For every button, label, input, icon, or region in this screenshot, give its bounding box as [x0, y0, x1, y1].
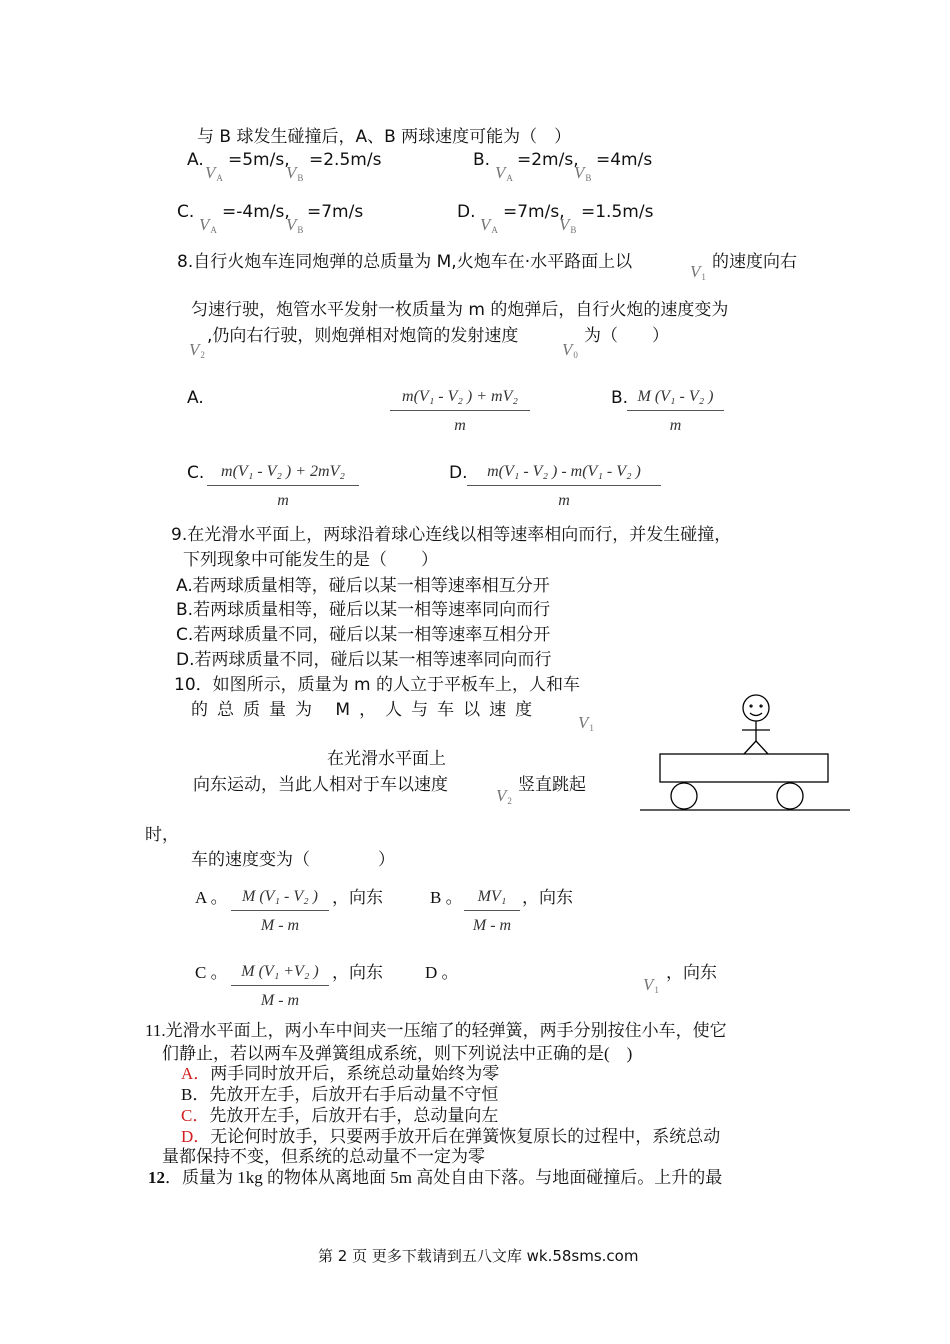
q10-option-a-fraction	[231, 888, 329, 935]
q10-option-c-label: C 。	[195, 963, 228, 982]
cart-wheel-right	[777, 783, 803, 809]
q8-line1-end: 的速度向右	[712, 252, 797, 272]
q8-option-c-numerator: m(V₁ - V₂ ) + 2mV₂	[207, 463, 359, 486]
q10-line3: 在光滑水平面上	[327, 749, 446, 768]
q10-line6: 车的速度变为（ ）	[191, 850, 395, 870]
q8-option-c-label: C.	[187, 463, 205, 483]
q9-option-c: C.若两球质量不同，碰后以某一相等速率互相分开	[176, 625, 551, 645]
q10-option-c-numerator: M (V₁ +V₂ )	[231, 963, 329, 986]
var-vb: $V_B$	[286, 163, 304, 183]
q8-option-d-label: D.	[449, 463, 468, 483]
q8-option-b-label: B.	[611, 388, 629, 408]
person-left-leg	[744, 741, 756, 754]
var-v2: $V_2$	[496, 786, 512, 806]
q10-option-c-direction: ，向东	[332, 963, 383, 982]
q10-option-b-fraction	[464, 888, 520, 935]
q11-option-c-label: C．	[181, 1106, 210, 1125]
q10-option-b-label: B 。	[430, 888, 463, 907]
q10-option-d-label: D 。	[425, 963, 459, 982]
q9-line2: 下列现象中可能发生的是（ ）	[183, 550, 438, 570]
q7-option-c-vb: =7m/s	[307, 202, 364, 222]
person-right-leg	[756, 741, 768, 754]
q7-option-a-vb: =2.5m/s	[309, 150, 382, 170]
q10-option-d-direction: ，向东	[666, 963, 717, 982]
q11-option-d	[181, 1127, 720, 1147]
q7-option-b-va: =2m/s,	[517, 150, 579, 170]
q8-option-c-fraction	[207, 463, 359, 510]
q10-line2: 的总质量为 M，人与车以速度	[191, 700, 542, 720]
q7-option-a-va: =5m/s,	[228, 150, 290, 170]
q10-option-b-denominator: M - m	[472, 917, 512, 934]
q10-option-b-direction: ，向东	[522, 888, 573, 907]
var-vb: $V_B$	[559, 215, 577, 235]
q12-text: ．质量为 1kg 的物体从离地面 5m 高处自由下落。与地面碰撞后。上升的最	[165, 1168, 723, 1187]
person-on-cart-figure	[630, 690, 860, 820]
var-v1: $V_1$	[643, 975, 659, 995]
var-v1: $V_1$	[690, 262, 706, 282]
q11-option-a	[181, 1064, 499, 1084]
q8-line3-end: 为（ ）	[584, 326, 669, 346]
q10-option-c-denominator: M - m	[260, 992, 300, 1009]
q10-option-b-numerator: MV₁	[464, 888, 520, 911]
person-head	[743, 695, 769, 721]
q8-option-a-denominator: m	[454, 417, 466, 434]
q7-stem: 与 B 球发生碰撞后，A、B 两球速度可能为（ ）	[197, 127, 572, 147]
q8-option-b-fraction	[627, 388, 724, 435]
q11-option-c	[181, 1106, 498, 1126]
q8-option-c-denominator: m	[277, 492, 289, 509]
q11-option-b	[181, 1085, 498, 1105]
q7-option-c-label: C.	[177, 202, 195, 222]
q11-line2: 们静止，若以两车及弹簧组成系统，则下列说法中正确的是( )	[162, 1044, 633, 1063]
q7-option-b-label: B.	[473, 150, 491, 170]
q8-option-b-denominator: m	[669, 417, 682, 434]
person-eyes	[750, 705, 762, 707]
q11-option-d-text: 无论何时放手，只要两手放开后在弹簧恢复原长的过程中，系统总动	[210, 1127, 721, 1146]
q11-option-a-text: 两手同时放开后，系统总动量始终为零	[210, 1064, 500, 1083]
q11-option-d-line2: 量都保持不变，但系统的总动量不一定为零	[162, 1147, 485, 1166]
var-vb: $V_B$	[574, 163, 592, 183]
cart-body	[660, 754, 828, 782]
var-vb: $V_B$	[286, 215, 304, 235]
q7-option-d-label: D.	[457, 202, 476, 222]
q8-option-a-label: A.	[187, 388, 204, 408]
q8-line3: ,仍向右行驶，则炮弹相对炮筒的发射速度	[207, 326, 519, 346]
q8-option-d-fraction	[467, 463, 661, 510]
var-va: $V_A$	[199, 215, 217, 235]
page-footer: 第 2 页 更多下载请到五八文库 wk.58sms.com	[318, 1247, 639, 1265]
var-va: $V_A$	[205, 163, 223, 183]
q8-line2: 匀速行驶，炮管水平发射一枚质量为 m 的炮弹后，自行火炮的速度变为	[191, 300, 729, 320]
q10-line1: 10．如图所示，质量为 m 的人立于平板车上，人和车	[174, 675, 580, 695]
var-v1: $V_1$	[578, 713, 594, 733]
q8-line1: 8.自行火炮车连同炮弹的总质量为 M,火炮车在·水平路面上以	[177, 252, 633, 272]
q9-line1: 9.在光滑水平面上，两球沿着球心连线以相等速率相向而行，并发生碰撞，	[171, 525, 732, 545]
q8-option-a-numerator: m(V₁ - V₂ ) + mV₂	[390, 388, 530, 411]
q10-line4: 向东运动，当此人相对于车以速度	[193, 775, 448, 795]
q11-option-d-label: D．	[181, 1127, 211, 1146]
q8-option-b-numerator: M (V₁ - V₂ )	[627, 388, 724, 411]
var-v2: $V_2$	[189, 340, 205, 360]
q8-option-d-denominator: m	[558, 492, 570, 509]
var-va: $V_A$	[495, 163, 513, 183]
q7-option-a-label: A.	[187, 150, 204, 170]
q9-option-a: A.若两球质量相等，碰后以某一相等速率相互分开	[176, 576, 550, 596]
q11-option-b-text: 先放开左手，后放开右手后动量不守恒	[209, 1085, 499, 1104]
var-v0: $V_0$	[562, 340, 578, 360]
cart-wheel-left	[671, 783, 697, 809]
q12-number: 12	[148, 1168, 165, 1187]
q10-option-a-label: A 。	[195, 888, 228, 907]
q9-option-d: D.若两球质量不同，碰后以某一相等速率同向而行	[176, 650, 552, 670]
var-va: $V_A$	[480, 215, 498, 235]
q7-option-d-vb: =1.5m/s	[581, 202, 654, 222]
q10-option-a-numerator: M (V₁ - V₂ )	[231, 888, 329, 911]
q10-option-a-denominator: M - m	[260, 917, 300, 934]
q9-option-b: B.若两球质量相等，碰后以某一相等速率同向而行	[176, 600, 551, 620]
q11-line1: 11.光滑水平面上，两小车中间夹一压缩了的轻弹簧，两手分别按住小车，使它	[145, 1021, 727, 1040]
q10-option-a-direction: ，向东	[332, 888, 383, 907]
person-mouth	[750, 713, 762, 716]
q10-line5: 时，	[145, 825, 179, 845]
q8-option-a-fraction	[390, 388, 530, 435]
q7-option-b-vb: =4m/s	[596, 150, 653, 170]
q11-option-b-label: B．	[181, 1085, 210, 1104]
q7-option-c-va: =-4m/s,	[222, 202, 290, 222]
q10-option-c-fraction	[231, 963, 329, 1010]
q10-line4-end: 竖直跳起	[518, 775, 586, 795]
q8-option-d-numerator: m(V₁ - V₂ ) - m(V₁ - V₂ )	[467, 463, 661, 486]
q7-option-d-va: =7m/s,	[503, 202, 565, 222]
q11-option-a-label: A．	[181, 1064, 211, 1083]
q12-line1	[148, 1168, 722, 1188]
q11-option-c-text: 先放开左手，后放开右手，总动量向左	[209, 1106, 499, 1125]
